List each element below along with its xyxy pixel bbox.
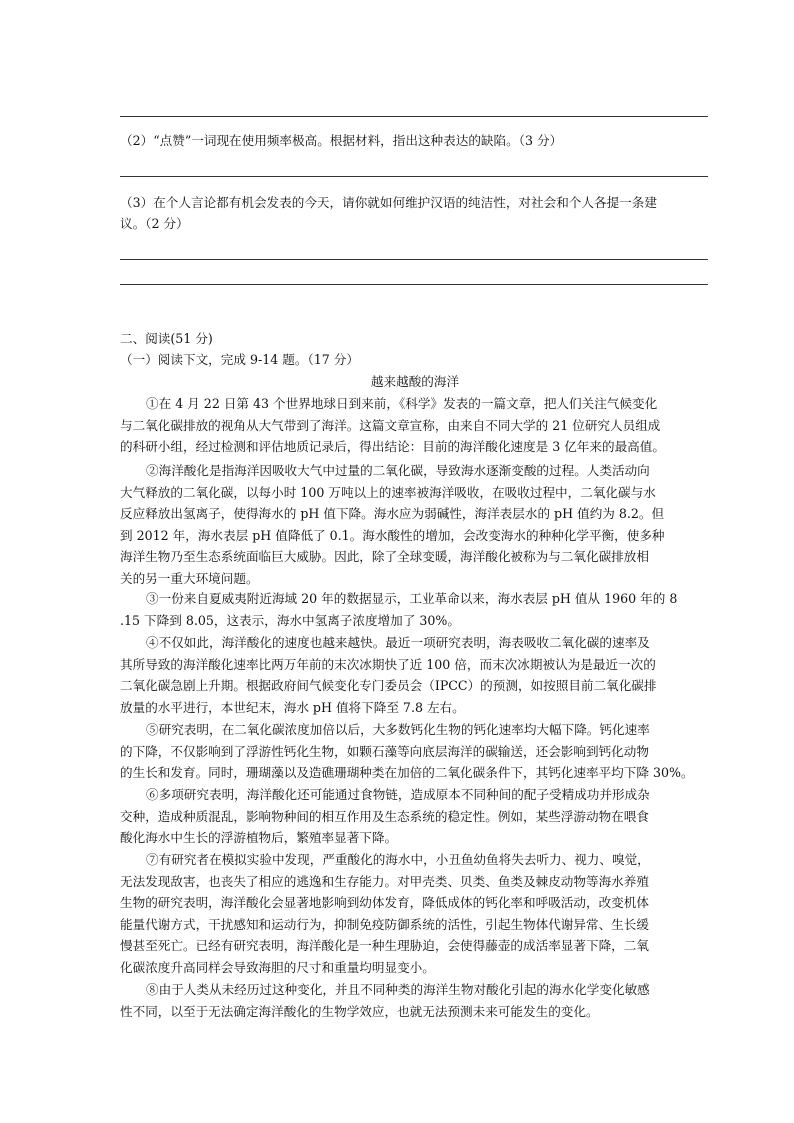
paragraph-line: 无法发现敌害，也丧失了相应的逃逸和生存能力。对甲壳类、贝类、鱼类及棘皮动物等海水养殖 <box>120 873 649 889</box>
paragraph-5 <box>120 719 710 784</box>
paragraph-8 <box>120 979 710 1022</box>
answer-line-4 <box>120 284 708 285</box>
answer-line-1 <box>120 116 708 117</box>
paragraph-line: 生物的研究表明，海洋酸化会显著地影响到幼体发育，降低成体的钙化率和呼吸活动，改变机体 <box>120 895 649 911</box>
paragraph-line: ⑥多项研究表明，海洋酸化还可能通过食物链，造成原本不同种间的配子受精成功并形成杂 <box>146 787 650 802</box>
paragraph-line: 性不同，以至于无法确定海洋酸化的生物学效应，也就无法预测未来可能发生的变化。 <box>120 1003 599 1019</box>
paragraph-line: 其所导致的海洋酸化速率比两万年前的末次冰期快了近 100 倍，而末次冰期被认为是最近一次的 <box>120 656 656 672</box>
paragraph-line: ①在 4 月 22 日第 43 个世界地球日到来前，《科学》发表的一篇文章，把人们关注气候变化 <box>146 396 658 411</box>
answer-line-2 <box>120 176 708 177</box>
paragraph-2 <box>120 460 710 590</box>
paragraph-line: ⑦有研究者在模拟实验中发现，严重酸化的海水中，小丑鱼幼鱼将失去听力、视力、嗅觉， <box>146 852 650 867</box>
article-title: 越来越酸的海洋 <box>370 374 460 389</box>
paragraph-line: .15 下降到 8.05，这表示，海水中氢离子浓度增加了 30%。 <box>120 612 460 628</box>
paragraph-line: 的科研小组，经过检测和评估地质记录后，得出结论：目前的海洋酸化速度是 3 亿年来的最高值。 <box>120 439 665 455</box>
paragraph-line: 酸化海水中生长的浮游植物后，繁殖率显著下降。 <box>120 830 398 846</box>
paragraph-line: 与二氧化碳排放的视角从大气带到了海洋。这篇文章宣称，由来自不同大学的 21 位研究人员组成 <box>120 417 661 433</box>
paragraph-6 <box>120 784 710 849</box>
section-subheading: （一）阅读下文，完成 9-14 题。（17 分） <box>120 352 359 367</box>
paragraph-line: 二氧化碳急剧上升期。根据政府间气候变化专门委员会（IPCC）的预测，如按照目前二氧化碳排 <box>120 678 657 694</box>
paragraph-line: ②海洋酸化是指海洋因吸收大气中过量的二氧化碳，导致海水逐渐变酸的过程。人类活动向 <box>146 463 650 478</box>
paragraph-line: 反应释放出氢离子，使得海水的 pH 值下降。海水应为弱碱性，海洋表层水的 pH 值约为 8.2。但 <box>120 506 665 522</box>
paragraph-line: ⑤研究表明，在二氧化碳浓度加倍以后，大多数钙化生物的钙化速率均大幅下降。钙化速率 <box>146 722 650 737</box>
question-2: （2）“点赞”一词现在使用频率极高。根据材料，指出这种表达的缺陷。（3 分） <box>120 133 563 148</box>
paragraph-line: 化碳浓度升高同样会导致海胆的尺寸和重量均明显变小。 <box>120 959 435 975</box>
paragraph-line: ③一份来自夏威夷附近海域 20 年的数据显示，工业革命以来，海水表层 pH 值从 1960 年的 8 <box>146 591 678 606</box>
section-heading: 二、阅读(51 分) <box>120 331 213 346</box>
question-3-line-2: 议。（2 分） <box>120 216 189 231</box>
paragraph-3 <box>120 588 710 631</box>
paragraph-4 <box>120 632 710 718</box>
paragraph-line: 海洋生物乃至生态系统面临巨大威胁。因此，除了全球变暖，海洋酸化被称为与二氧化碳排放相 <box>120 549 649 565</box>
paragraph-line: 放量的水平进行，本世纪末，海水 pH 值将下降至 7.8 左右。 <box>120 699 465 715</box>
paragraph-line: ④不仅如此，海洋酸化的速度也越来越快。最近一项研究表明，海表吸收二氧化碳的速率及 <box>146 635 650 650</box>
paragraph-line: 大气释放的二氧化碳，以每小时 100 万吨以上的速率被海洋吸收，在吸收过程中，二氧化碳与水 <box>120 484 656 500</box>
paragraph-line: 的下降，不仅影响到了浮游性钙化生物，如颗石藻等向底层海洋的碳输送，还会影响到钙化动物 <box>120 743 649 759</box>
paragraph-7 <box>120 849 710 979</box>
answer-line-3 <box>120 259 708 260</box>
paragraph-line: 能量代谢方式，干扰感知和运动行为，抑制免疫防御系统的活性，引起生物体代谢异常、生长缓 <box>120 916 649 932</box>
paragraph-1 <box>120 393 710 458</box>
question-3-line-1: （3）在个人言论都有机会发表的今天，请你就如何维护汉语的纯洁性，对社会和个人各提一条建 <box>120 195 657 210</box>
paragraph-line: 的生长和发育。同时，珊瑚藻以及造礁珊瑚种类在加倍的二氧化碳条件下，其钙化速率平均下降 30%。 <box>120 765 694 781</box>
paragraph-line: 到 2012 年，海水表层 pH 值降低了 0.1。海水酸性的增加，会改变海水的种种化学平衡，使多种 <box>120 527 665 543</box>
paragraph-line: 慢甚至死亡。已经有研究表明，海洋酸化是一种生理胁迫，会使得藤壶的成活率显著下降，二氧 <box>120 938 649 954</box>
paragraph-line: ⑧由于人类从未经历过这种变化，并且不同种类的海洋生物对酸化引起的海水化学变化敏感 <box>146 982 650 997</box>
paragraph-line: 关的另一重大环境问题。 <box>120 570 259 586</box>
paragraph-line: 交种，造成种质混乱，影响物种间的相互作用及生态系统的稳定性。例如，某些浮游动物在喂食 <box>120 808 649 824</box>
